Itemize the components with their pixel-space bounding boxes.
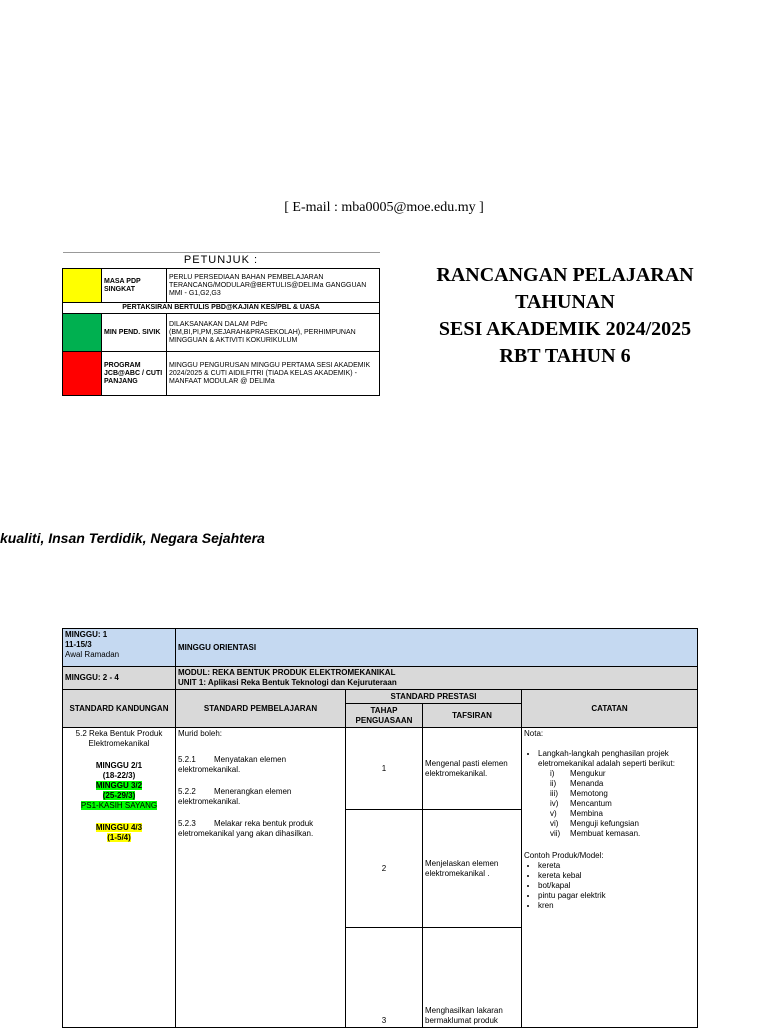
- product-item: • kereta kebal: [538, 871, 695, 881]
- step-item: iv) Mencantum: [550, 799, 612, 808]
- legend-swatch-green: [63, 314, 102, 352]
- title-line: SESI AKADEMIK 2024/2025: [438, 318, 692, 340]
- sp-cell: [176, 728, 346, 1028]
- step-item: vi) Menguji kefungsian: [550, 819, 639, 828]
- module-cell: [176, 667, 698, 690]
- week-3-dates: (25-29/3): [102, 791, 136, 800]
- week-dates: 11-15/3: [65, 640, 92, 649]
- week-2-dates: (18-22/3): [102, 771, 136, 780]
- header-prestasi: STANDARD PRESTASI: [346, 690, 522, 704]
- product-item: • kereta: [538, 861, 695, 871]
- week-3: MINGGU 3/2: [95, 781, 143, 790]
- sk-title: 5.2 Reka Bentuk Produk Elektromekanikal: [75, 729, 163, 748]
- step-item: iii) Memotong: [550, 789, 608, 798]
- legend-heading: PETUNJUK :: [63, 253, 380, 269]
- lesson-plan-table: [62, 628, 698, 1028]
- catatan-cell: [522, 728, 698, 1028]
- legend-desc: DILAKSANAKAN DALAM PdPc (BM,BI,PI,PM,SEJARAH&PRASEKOLAH), PERHIMPUNAN MINGGUAN & AKTIVITI KOKURIKULUM: [167, 314, 380, 352]
- tp-tafsiran: Menghasilkan lakaran bermaklumat produk: [423, 928, 522, 1028]
- product-item: • pintu pagar elektrik: [538, 891, 695, 901]
- header-sp: STANDARD PEMBELAJARAN: [176, 690, 346, 728]
- sp-item: 5.2.1 Menyatakan elemen elektromekanikal.: [178, 755, 287, 774]
- legend-label: MIN PEND. SIVIK: [102, 314, 167, 352]
- sp-item: 5.2.2 Menerangkan elemen elektromekanikal.: [178, 787, 292, 806]
- email-line: [ E-mail : mba0005@moe.edu.my ]: [284, 200, 484, 215]
- ps1-label: PS1-KASIH SAYANG: [80, 801, 158, 810]
- product-item: • kren: [538, 901, 695, 911]
- title-line: RANCANGAN PELAJARAN: [436, 264, 694, 286]
- week-2: MINGGU 2/1: [95, 761, 143, 770]
- contoh-heading: Contoh Produk/Model:: [524, 851, 604, 860]
- legend-full-row: PERTAKSIRAN BERTULIS PBD@KAJIAN KES/PBL & UASA: [63, 303, 380, 314]
- catatan-nota: Nota:: [524, 729, 544, 738]
- header-tahap: TAHAP PENGUASAAN: [346, 704, 423, 728]
- step-item: i) Mengukur: [550, 769, 606, 778]
- title-line: RBT TAHUN 6: [499, 345, 631, 367]
- header-catatan: CATATAN: [522, 690, 698, 728]
- week-label: MINGGU: 1: [65, 630, 108, 639]
- tp-level: 1: [346, 728, 423, 810]
- tp-tafsiran: Mengenal pasti elemen elektromekanikal.: [423, 728, 522, 810]
- legend-desc: MINGGU PENGURUSAN MINGGU PERTAMA SESI AKADEMIK 2024/2025 & CUTI AIDILFITRI (TIADA KELAS AKADEMIK) - MANFAAT MODULAR @ DELIMa: [167, 352, 380, 396]
- legend-label: PROGRAM JCB@ABC / CUTI PANJANG: [102, 352, 167, 396]
- sp-item: 5.2.3 Melakar reka bentuk produk eletromekanikal yang akan dihasilkan.: [178, 819, 314, 838]
- legend-swatch-yellow: [63, 269, 102, 303]
- step-item: vii) Membuat kemasan.: [550, 829, 641, 838]
- week-cell: [63, 629, 176, 667]
- legend-label: MASA PDP SINGKAT: [102, 269, 167, 303]
- sk-cell: [63, 728, 176, 1028]
- tp-tafsiran: Menjelaskan elemen elektromekanikal .: [423, 810, 522, 928]
- product-item: • bot/kapal: [538, 881, 695, 891]
- header-sk: STANDARD KANDUNGAN: [63, 690, 176, 728]
- week-4-dates: (1-5/4): [107, 833, 131, 842]
- step-item: ii) Menanda: [550, 779, 604, 788]
- document-title: [400, 262, 730, 370]
- week-4: MINGGU 4/3: [95, 823, 143, 832]
- step-item: v) Membina: [550, 809, 603, 818]
- week-range: MINGGU: 2 - 4: [63, 667, 176, 690]
- tp-level: 2: [346, 810, 423, 928]
- week-note: Awal Ramadan: [65, 650, 120, 659]
- module-title: MODUL: REKA BENTUK PRODUK ELEKTROMEKANIKAL: [178, 668, 396, 677]
- unit-title: UNIT 1: Aplikasi Reka Bentuk Teknologi dan Kejuruteraan: [178, 678, 397, 687]
- tp-level: 3: [346, 928, 423, 1028]
- header-tafsiran: TAFSIRAN: [423, 704, 522, 728]
- petunjuk-legend: [62, 252, 380, 396]
- title-line: TAHUNAN: [515, 291, 615, 313]
- orientation-cell: MINGGU ORIENTASI: [176, 629, 698, 667]
- legend-desc: PERLU PERSEDIAAN BAHAN PEMBELAJARAN TERANCANG/MODULAR@BERTULIS@DELIMa GANGGUAN MMI - G1,G2,G3: [167, 269, 380, 303]
- legend-swatch-red: [63, 352, 102, 396]
- motto: kualiti, Insan Terdidik, Negara Sejahtera: [0, 530, 265, 546]
- catatan-intro: • Langkah-langkah penghasilan projek eletromekanikal adalah seperti berikut:: [538, 749, 695, 769]
- week-schedule: [65, 761, 173, 843]
- sp-intro: Murid boleh:: [178, 729, 223, 738]
